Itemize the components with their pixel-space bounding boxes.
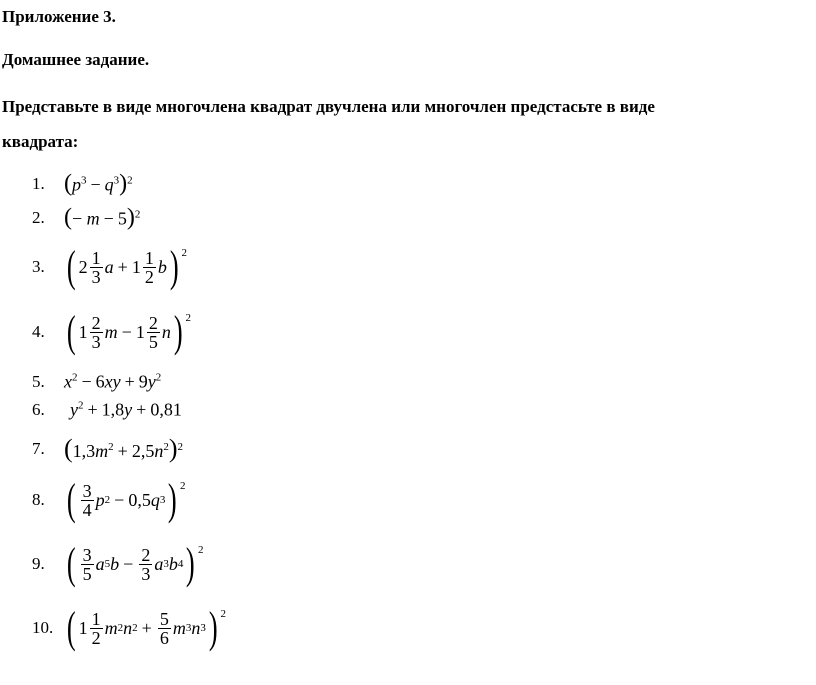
expression-3: ( 2 1 3 a + 1 1 2 b ) 2 (66, 242, 187, 291)
expression-8: ( 3 4 p 2 − 0,5 q 3 ) 2 (66, 475, 186, 524)
task-line-1: Представьте в виде многочлена квадрат двучлена или многочлен предстаcьте в виде (2, 97, 655, 116)
item-number: 9. (32, 554, 45, 573)
item-number: 10. (32, 618, 54, 637)
expression-1: $(p^3 - q^3)^2$ (64, 170, 133, 197)
expression-10: ( 1 1 2 m 2 n 2 + $\frac{5}{6}$ m 3 n 3 ) 2 (66, 603, 226, 652)
appendix-title: Приложение 3. (2, 7, 116, 26)
item-number: 6. (32, 400, 45, 419)
expression-5: $x^2 - 6xy + 9y^2$ (64, 371, 162, 392)
expression-9: ( 3 5 a 5 b − $\frac{2}{3}$ a 3 b 4 ) 2 (66, 539, 204, 588)
expression-4: ( 1 2 3 m − 1 2 5 n ) 2 (66, 307, 191, 356)
item-number: 4. (32, 322, 45, 341)
task-line-2: квадрата: (2, 132, 79, 151)
item-number: 7. (32, 439, 45, 458)
item-number: 5. (32, 372, 45, 391)
expression-2: (− m − 5)$^2$ (64, 204, 141, 231)
item-number: 2. (32, 208, 45, 227)
homework-title: Домашнее задание. (2, 50, 150, 69)
item-number: 1. (32, 174, 45, 193)
item-number: 8. (32, 490, 45, 509)
expression-7: $(1,3m^2 + 2,5n^2)^2$ (64, 434, 183, 463)
item-number: 3. (32, 257, 45, 276)
expression-6: $y^2 + 1,8y + 0,81$ (70, 399, 182, 420)
